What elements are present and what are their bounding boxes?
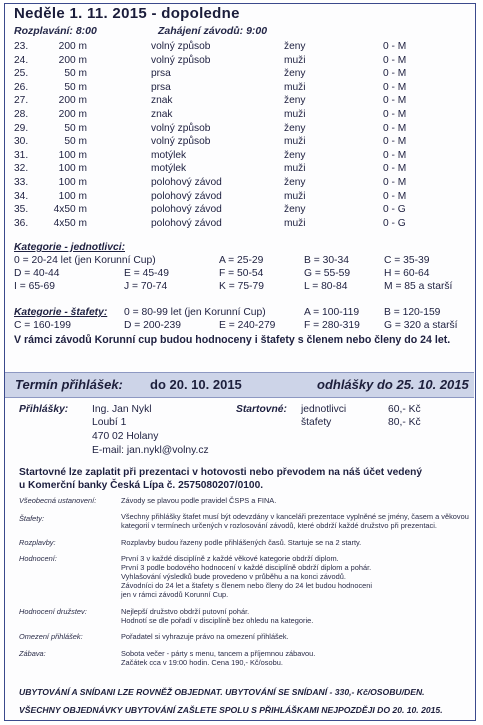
cat-ind-cell: K = 75-79 — [219, 281, 264, 292]
categories-relay-heading: Kategorie - štafety: — [14, 307, 108, 318]
event-row — [5, 177, 477, 189]
event-style: polohový závod — [151, 217, 222, 229]
event-gender: muži — [284, 109, 306, 120]
cat-ind-cell: A = 25-29 — [219, 255, 264, 266]
cat-ind-cell: J = 70-74 — [124, 281, 168, 292]
event-row — [5, 136, 477, 148]
rule-label: Zábava: — [19, 649, 46, 658]
event-number: 26. — [14, 81, 29, 93]
deadline-label: Termín přihlášek: — [15, 377, 123, 392]
email-line: E-mail: jan.nykl@volny.cz — [92, 445, 209, 456]
rule-label: Hodnocení: — [19, 554, 57, 563]
event-number: 25. — [14, 68, 29, 80]
cat-ind-cell: M = 85 a starší — [384, 281, 453, 292]
event-age: 0 - M — [383, 177, 407, 188]
footer-line: VŠECHNY OBJEDNÁVKY UBYTOVÁNÍ ZAŠLETE SPOLU S PŘIHLÁŠKAMI NEJPOZDĚJI DO 20. 10. 2015. — [19, 705, 443, 715]
event-style: motýlek — [151, 163, 187, 175]
event-distance: 100 m — [58, 177, 87, 188]
event-style: znak — [151, 109, 173, 120]
cat-relay-cell: B = 120-159 — [384, 307, 441, 318]
payment-note-line: u Komerční banky Česká Lípa č. 2575080207/0100. — [19, 480, 264, 491]
event-gender: muži — [284, 217, 306, 229]
event-age: 0 - M — [383, 41, 407, 52]
event-age: 0 - G — [383, 204, 406, 216]
rule-label: Omezení přihlášek: — [19, 632, 83, 641]
event-style: volný způsob — [151, 41, 211, 52]
event-row — [5, 150, 477, 162]
cat-relay-cell: F = 280-319 — [304, 320, 360, 331]
event-style: motýlek — [151, 149, 187, 161]
event-gender: ženy — [284, 122, 306, 134]
rule-text: Rozplavby budou řazeny podle přihlášených časů. Startuje se na 2 starty. — [121, 538, 362, 547]
rule-label: Štafety: — [19, 514, 45, 523]
rule-label: Hodnocení družstev: — [19, 607, 87, 616]
cat-ind-cell: I = 65-69 — [14, 281, 55, 292]
event-number: 33. — [14, 177, 29, 188]
event-number: 34. — [14, 190, 29, 202]
event-age: 0 - M — [383, 68, 407, 80]
document-page — [4, 3, 476, 721]
rule-label: Všeobecná ustanovení: — [19, 496, 97, 505]
event-row — [5, 204, 477, 216]
event-gender: ženy — [284, 68, 306, 80]
event-number: 29. — [14, 122, 29, 134]
cat-relay-cell: 0 = 80-99 let (jen Korunní Cup) — [124, 307, 266, 318]
event-style: prsa — [151, 81, 171, 93]
event-distance: 50 m — [64, 136, 87, 148]
event-row — [5, 163, 477, 175]
cat-ind-cell: C = 35-39 — [384, 255, 430, 266]
event-style: prsa — [151, 68, 171, 80]
event-row — [5, 55, 477, 67]
event-number: 24. — [14, 54, 29, 66]
event-style: polohový závod — [151, 190, 222, 202]
fees-label: Startovné: — [236, 404, 287, 415]
rule-text: První 3 v každé disciplíně z každé věkové kategorie obdrží diplom. — [121, 554, 339, 563]
rule-text: Závodníci do 24 let a štafety s členem nebo členy do 24 let budou hodnoceni — [121, 581, 373, 590]
event-distance: 200 m — [58, 95, 87, 107]
event-age: 0 - M — [383, 190, 407, 202]
event-number: 35. — [14, 204, 29, 216]
event-row — [5, 41, 477, 53]
event-distance: 50 m — [64, 68, 87, 80]
rule-text: Nejlepší družstvo obdrží putovní pohár. — [121, 607, 250, 616]
cat-ind-cell: F = 50-54 — [219, 268, 264, 279]
event-distance: 50 m — [64, 81, 87, 93]
rule-text: Začátek cca v 19:00 hodin. Cena 190,- Kč/osobu. — [121, 658, 283, 667]
cat-ind-cell: L = 80-84 — [304, 281, 348, 292]
cat-ind-cell: B = 30-34 — [304, 255, 349, 266]
address-line: 470 02 Holany — [92, 431, 159, 442]
rule-text: kategorií v termínech určených v rozlosování závodů, které obdrží každé družstvo při prezentaci. — [121, 521, 437, 530]
event-distance: 4x50 m — [53, 204, 87, 216]
cat-relay-cell: G = 320 a starší — [384, 320, 458, 331]
address-line: Ing. Jan Nykl — [92, 404, 152, 415]
cat-ind-cell: 0 = 20-24 let (jen Korunní Cup) — [14, 255, 156, 266]
cat-ind-cell: G = 55-59 — [304, 268, 351, 279]
cat-relay-cell: D = 200-239 — [124, 320, 181, 331]
event-row — [5, 68, 477, 80]
event-style: polohový závod — [151, 177, 222, 188]
registration-label: Přihlášky: — [19, 404, 69, 415]
cat-relay-cell: C = 160-199 — [14, 320, 71, 331]
event-gender: ženy — [284, 177, 306, 188]
cat-ind-cell: H = 60-64 — [384, 268, 430, 279]
relay-note: V rámci závodů Korunní cup budou hodnoceny i štafety s členem nebo členy do 24 let. — [14, 334, 451, 346]
event-row — [5, 109, 477, 121]
cat-relay-cell: A = 100-119 — [304, 307, 360, 318]
fee-item: jednotlivci — [301, 404, 347, 415]
event-style: volný způsob — [151, 54, 211, 66]
event-number: 31. — [14, 149, 29, 161]
event-style: volný způsob — [151, 122, 211, 134]
warmup-time: Rozplavání: 8:00 — [14, 25, 97, 37]
event-distance: 100 m — [58, 163, 87, 175]
deadline-band — [5, 372, 474, 398]
rule-text: Hodnotí se dle pořadí v disciplíně bez ohledu na kategorie. — [121, 616, 314, 625]
cat-ind-cell: E = 45-49 — [124, 268, 169, 279]
event-distance: 50 m — [64, 122, 87, 134]
fee-price: 60,- Kč — [388, 404, 421, 415]
event-number: 32. — [14, 163, 29, 175]
rule-text: První 3 podle bodového hodnocení v každé disciplíně obdrží diplom a pohár. — [121, 563, 372, 572]
event-age: 0 - M — [383, 149, 407, 161]
event-gender: muži — [284, 54, 306, 66]
event-number: 23. — [14, 41, 29, 52]
event-distance: 200 m — [58, 41, 87, 52]
event-distance: 200 m — [58, 54, 87, 66]
rule-text: Sobota večer - párty s menu, tancem a příjemnou zábavou. — [121, 649, 316, 658]
event-gender: ženy — [284, 95, 306, 107]
event-age: 0 - M — [383, 109, 407, 120]
event-gender: ženy — [284, 204, 306, 216]
deadline-date: do 20. 10. 2015 — [150, 377, 242, 392]
event-age: 0 - G — [383, 217, 406, 229]
start-time: Zahájení závodů: 9:00 — [158, 25, 268, 37]
event-row — [5, 218, 477, 230]
cat-relay-cell: E = 240-279 — [219, 320, 276, 331]
event-number: 36. — [14, 217, 29, 229]
cancel-deadline: odhlášky do 25. 10. 2015 — [317, 377, 469, 392]
address-line: Loubí 1 — [92, 417, 127, 428]
event-style: znak — [151, 95, 173, 107]
event-distance: 100 m — [58, 190, 87, 202]
event-style: volný způsob — [151, 136, 211, 148]
event-age: 0 - M — [383, 122, 407, 134]
rule-text: Všechny přihlášky štafet musí být odevzdány v kanceláři prezentace vyplněné se jmény, časem a věkovou — [121, 512, 469, 521]
event-age: 0 - M — [383, 95, 407, 107]
event-row — [5, 123, 477, 135]
event-distance: 100 m — [58, 149, 87, 161]
page-title: Neděle 1. 11. 2015 - dopoledne — [14, 5, 240, 22]
rule-text: jen v rámci závodů Korunní Cup. — [121, 590, 229, 599]
event-number: 28. — [14, 109, 29, 120]
event-row — [5, 82, 477, 94]
payment-note-line: Startovné lze zaplatit při prezentaci v hotovosti nebo převodem na náš účet vedený — [19, 467, 423, 478]
event-distance: 200 m — [58, 109, 87, 120]
event-distance: 4x50 m — [53, 217, 87, 229]
rule-text: Pořadatel si vyhrazuje právo na omezení přihlášek. — [121, 632, 289, 641]
fee-price: 80,- Kč — [388, 417, 421, 428]
footer-line: UBYTOVÁNÍ A SNÍDANI LZE ROVNĚŽ OBJEDNAT. UBYTOVÁNÍ SE SNÍDANÍ - 330,- Kč/OSOBU/DEN. — [19, 687, 425, 697]
event-age: 0 - M — [383, 81, 407, 93]
event-gender: muži — [284, 81, 306, 93]
event-row — [5, 95, 477, 107]
event-gender: muži — [284, 163, 306, 175]
event-age: 0 - M — [383, 163, 407, 175]
fee-item: štafety — [301, 417, 332, 428]
event-gender: ženy — [284, 41, 306, 52]
rule-text: Vyhlašování výsledků bude provedeno v průběhu a na konci závodů. — [121, 572, 346, 581]
event-number: 30. — [14, 136, 29, 148]
event-row — [5, 191, 477, 203]
event-age: 0 - M — [383, 54, 407, 66]
categories-individual-heading: Kategorie - jednotlivci: — [14, 242, 125, 253]
cat-ind-cell: D = 40-44 — [14, 268, 60, 279]
event-style: polohový závod — [151, 204, 222, 216]
rule-text: Závody se plavou podle pravidel ČSPS a FINA. — [121, 496, 277, 505]
event-gender: muži — [284, 190, 306, 202]
event-age: 0 - M — [383, 136, 407, 148]
event-gender: muži — [284, 136, 306, 148]
event-gender: ženy — [284, 149, 306, 161]
event-number: 27. — [14, 95, 29, 107]
rule-label: Rozplavby: — [19, 538, 56, 547]
